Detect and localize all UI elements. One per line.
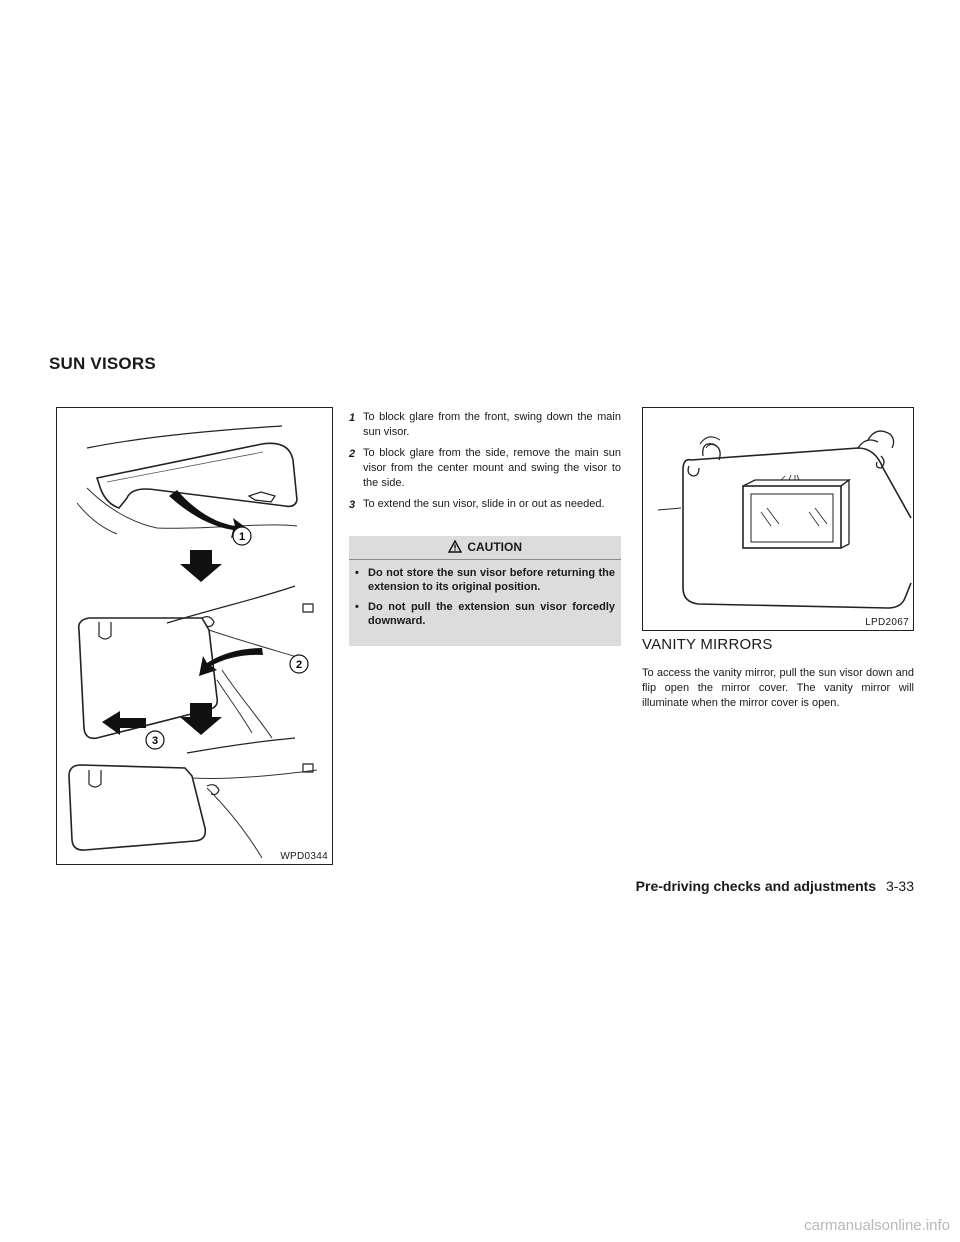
caution-item-1-text: Do not store the sun visor before returning the extension to its original position. — [368, 567, 615, 593]
warning-triangle-icon — [448, 540, 462, 553]
section-title: SUN VISORS — [49, 354, 156, 373]
caution-item-2 — [355, 600, 615, 628]
caution-list — [355, 566, 615, 634]
caution-item-1 — [355, 566, 615, 594]
step-3 — [349, 497, 621, 512]
caution-box — [349, 536, 621, 646]
callout-1-label: 1 — [238, 531, 246, 543]
bullet-icon: • — [355, 601, 359, 613]
figure-code-right: LPD2067 — [865, 617, 909, 628]
callout-3-label: 3 — [151, 735, 159, 747]
callout-1 — [233, 527, 251, 545]
caution-item-2-text: Do not pull the extension sun visor forcedly downward. — [368, 601, 615, 627]
callout-3 — [146, 731, 164, 749]
step-1-text: To block glare from the front, swing down the main sun visor. — [363, 411, 621, 438]
caution-header — [349, 540, 621, 554]
step-3-text: To extend the sun visor, slide in or out as needed. — [363, 498, 605, 510]
callout-2-label: 2 — [295, 659, 303, 671]
sun-visor-illustration — [56, 407, 333, 865]
vanity-mirror-illustration — [642, 407, 914, 631]
chapter-title: Pre-driving checks and adjustments — [635, 878, 877, 894]
page-number: 3-33 — [885, 878, 914, 894]
vanity-mirror-drawing — [643, 408, 913, 630]
step-2-number: 2 — [349, 448, 356, 460]
caution-title: CAUTION — [467, 540, 522, 554]
step-2-text: To block glare from the side, remove the main sun visor from the center mount and swing the visor to the side. — [363, 447, 621, 489]
figure-code-left: WPD0344 — [280, 851, 328, 862]
callout-2 — [290, 655, 308, 673]
watermark: carmanualsonline.info — [804, 1217, 950, 1234]
step-1-number: 1 — [349, 412, 356, 424]
bullet-icon: • — [355, 567, 359, 579]
steps-list — [349, 410, 621, 518]
vanity-mirrors-text: To access the vanity mirror, pull the sun visor down and flip open the mirror cover. The vanity mirror will illuminate when the mirror cover is open. — [642, 667, 914, 709]
vanity-mirrors-heading: VANITY MIRRORS — [642, 636, 773, 653]
step-1 — [349, 410, 621, 440]
caution-divider — [349, 559, 621, 560]
page-footer — [636, 878, 914, 894]
sun-visor-drawing — [57, 408, 332, 864]
step-3-number: 3 — [349, 499, 356, 511]
step-2 — [349, 446, 621, 491]
